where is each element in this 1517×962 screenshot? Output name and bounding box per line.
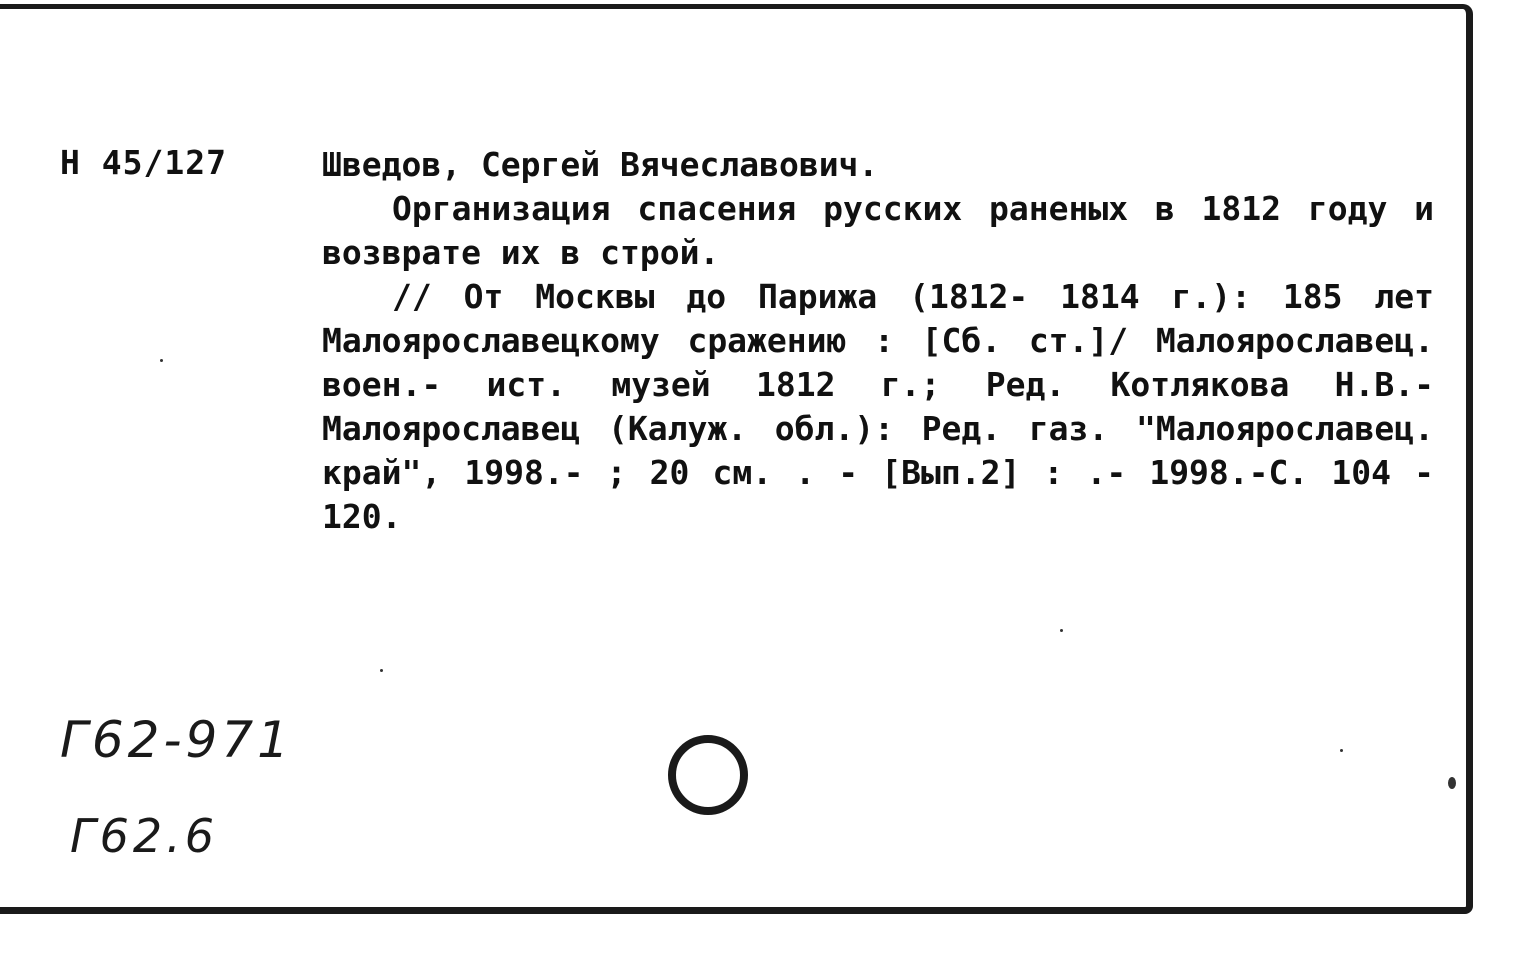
author-heading: Шведов, Сергей Вячеславович. <box>322 145 879 184</box>
handwritten-classification-1: Г62-971 <box>60 711 293 769</box>
source-statement: // От Москвы до Парижа (1812- 1814 г.): 185 лет Малоярославецкому сражению : [Сб. ст.]/ Малоярославец. воен.- ист. музей 1812 г.; Ред. Котлякова Н.В.- Малоярославец (Калуж. обл.): Ред. газ. "Малоярославец. край", 1998.- ; 20 см. . - [Вып.2] : .- 1998.-С. 104 - 120. <box>322 277 1434 536</box>
speck <box>1060 629 1063 632</box>
title-statement: Организация спасения русских раненых в 1812 году и возврате их в строй. <box>322 189 1434 272</box>
speck <box>160 359 163 362</box>
handwritten-classification-2: Г62.6 <box>70 809 219 863</box>
speck <box>1448 777 1456 789</box>
punch-hole <box>668 735 748 815</box>
speck <box>1340 749 1343 752</box>
catalog-card <box>0 4 1473 914</box>
speck <box>380 669 383 672</box>
shelfmark: Н 45/127 <box>60 143 227 182</box>
bibliographic-entry <box>322 143 1434 539</box>
